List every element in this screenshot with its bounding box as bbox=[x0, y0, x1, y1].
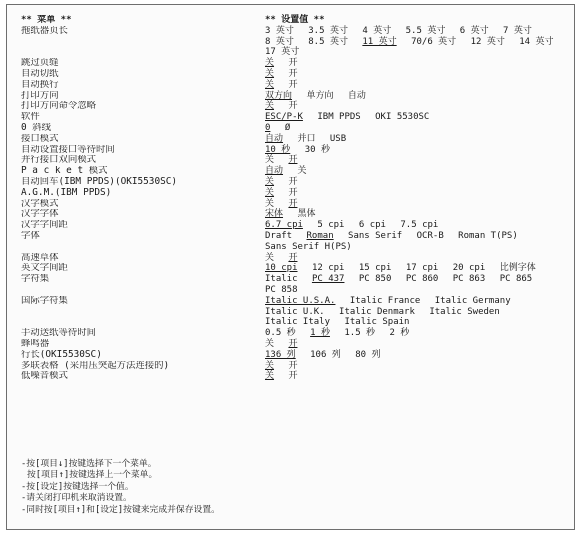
value-option: 开 bbox=[288, 360, 298, 371]
value-option: 单方向 bbox=[306, 90, 334, 101]
setting-label: 低噪音模式 bbox=[21, 371, 68, 382]
menu-settings-printout bbox=[6, 4, 575, 530]
setting-values bbox=[265, 274, 571, 296]
value-option: 关 bbox=[297, 166, 307, 177]
setting-row bbox=[21, 80, 571, 91]
setting-label: 汉字字间距 bbox=[21, 220, 68, 231]
setting-values bbox=[265, 134, 571, 145]
setting-values bbox=[265, 155, 571, 166]
default-value: 开 bbox=[288, 198, 298, 209]
setting-values bbox=[265, 123, 571, 134]
value-option: 开 bbox=[288, 176, 298, 187]
value-option: 开 bbox=[288, 79, 298, 90]
value-option: 70/6 英寸 bbox=[411, 36, 457, 47]
value-option: 0.5 秒 bbox=[265, 328, 296, 339]
setting-row bbox=[21, 231, 571, 253]
value-option: Italic Denmark bbox=[339, 306, 415, 317]
setting-row bbox=[21, 209, 571, 220]
setting-label: 汉字模式 bbox=[21, 198, 59, 209]
setting-label: 英文字间距 bbox=[21, 263, 68, 274]
setting-row bbox=[21, 339, 571, 350]
value-option: Italic bbox=[265, 274, 298, 285]
value-option: 5 cpi bbox=[317, 220, 345, 231]
instruction-line: -同时按[项目↑]和[设定]按键来完成并保存设置。 bbox=[21, 504, 220, 515]
value-option: 比例字体 bbox=[499, 263, 536, 274]
setting-label: 软件 bbox=[21, 112, 40, 123]
value-option: 17 cpi bbox=[405, 263, 439, 274]
default-value: 136 列 bbox=[265, 349, 296, 360]
value-option: 并口 bbox=[297, 133, 316, 144]
setting-label: 国际字符集 bbox=[21, 295, 68, 306]
setting-values bbox=[265, 69, 571, 80]
value-option: 3.5 英寸 bbox=[308, 25, 348, 36]
default-value: 关 bbox=[265, 58, 275, 69]
value-option: 1.5 秒 bbox=[344, 328, 376, 339]
value-option: Italic Sweden bbox=[429, 306, 500, 317]
setting-row bbox=[21, 253, 571, 264]
value-option: 6 英寸 bbox=[459, 25, 489, 36]
setting-values bbox=[265, 231, 571, 253]
value-option: 80 列 bbox=[355, 349, 381, 360]
value-option: 30 秒 bbox=[304, 144, 330, 155]
value-option: 8.5 英寸 bbox=[308, 36, 348, 47]
value-option: 17 英寸 bbox=[265, 47, 300, 58]
setting-values bbox=[265, 101, 571, 112]
setting-label: 拖纸器页长 bbox=[21, 25, 68, 36]
value-option: Ø bbox=[284, 122, 291, 133]
default-value: 10 cpi bbox=[265, 263, 298, 274]
setting-values bbox=[265, 177, 571, 188]
instruction-line: -请关闭打印机来取消设置。 bbox=[21, 493, 132, 504]
default-value: 开 bbox=[288, 155, 298, 166]
default-value: 自动 bbox=[265, 133, 284, 144]
value-option: 关 bbox=[265, 252, 275, 263]
setting-label: 汉字字体 bbox=[21, 209, 59, 220]
setting-row bbox=[21, 26, 571, 58]
value-option: 20 cpi bbox=[452, 263, 486, 274]
value-option: USB bbox=[329, 133, 347, 144]
setting-row bbox=[21, 155, 571, 166]
setting-label: 字符集 bbox=[21, 274, 50, 285]
value-option: 5.5 英寸 bbox=[405, 25, 446, 36]
setting-row bbox=[21, 328, 571, 339]
setting-label: 自动回车(IBM PPDS)(OKI5530SC) bbox=[21, 176, 178, 187]
setting-label: 高速草体 bbox=[21, 252, 59, 263]
setting-values bbox=[265, 188, 571, 199]
setting-row bbox=[21, 361, 571, 372]
default-value: 11 英寸 bbox=[362, 36, 397, 47]
setting-label: 并行接口双向模式 bbox=[21, 155, 97, 166]
setting-values bbox=[265, 166, 571, 177]
default-value: 开 bbox=[288, 252, 298, 263]
value-option: 黑体 bbox=[297, 209, 316, 220]
value-option: 开 bbox=[288, 187, 298, 198]
header-row bbox=[21, 15, 571, 26]
default-value: Roman bbox=[306, 230, 334, 241]
value-option: IBM PPDS bbox=[317, 112, 361, 123]
value-option: Italic France bbox=[349, 295, 421, 306]
value-option: 14 英寸 bbox=[519, 36, 554, 47]
setting-values bbox=[265, 26, 571, 58]
setting-values bbox=[265, 58, 571, 69]
setting-row bbox=[21, 112, 571, 123]
setting-label: 手动送纸等待时间 bbox=[21, 328, 97, 339]
value-option: 12 cpi bbox=[311, 263, 345, 274]
value-option: PC 863 bbox=[452, 274, 486, 285]
value-option: 2 秒 bbox=[389, 328, 410, 339]
value-option: 3 英寸 bbox=[265, 25, 294, 36]
setting-values bbox=[265, 296, 571, 328]
setting-label: 打印方向命令忽略 bbox=[21, 101, 97, 112]
default-value: 关 bbox=[265, 187, 275, 198]
setting-row bbox=[21, 58, 571, 69]
value-option: 关 bbox=[265, 338, 275, 349]
value-option: 关 bbox=[265, 198, 275, 209]
value-option: PC 858 bbox=[265, 284, 298, 295]
value-option: OCR-B bbox=[416, 230, 444, 241]
default-value: 开 bbox=[288, 338, 298, 349]
value-option: 7.5 cpi bbox=[400, 220, 439, 231]
value-option: Italic Italy bbox=[265, 317, 331, 328]
setting-row bbox=[21, 263, 571, 274]
setting-label: 多联表格 (采用压突起方法连接的) bbox=[21, 360, 170, 371]
setting-row bbox=[21, 177, 571, 188]
default-value: PC 437 bbox=[311, 274, 345, 285]
instruction-line: 按[项目↑]按键选择上一个菜单。 bbox=[27, 470, 158, 481]
setting-label: 打印方向 bbox=[21, 90, 59, 101]
default-value: 自动 bbox=[265, 166, 284, 177]
setting-label: 自动设置接口等待时间 bbox=[21, 144, 115, 155]
value-option: OKI 5530SC bbox=[375, 112, 430, 123]
value-option: Roman T(PS) bbox=[458, 230, 518, 241]
setting-label: 0 斜线 bbox=[21, 122, 52, 133]
setting-label: 跳过页缝 bbox=[21, 58, 59, 69]
default-value: 6.7 cpi bbox=[265, 220, 303, 231]
value-option: 开 bbox=[288, 58, 298, 69]
value-option: 自动 bbox=[347, 90, 366, 101]
value-option: PC 850 bbox=[358, 274, 392, 285]
value-option: Sans Serif bbox=[348, 230, 403, 241]
value-column-header: ** 设置值 ** bbox=[265, 15, 325, 25]
instruction-line: -按[项目↓]按键选择下一个菜单。 bbox=[21, 459, 157, 469]
setting-label: A.G.M.(IBM PPDS) bbox=[21, 187, 112, 198]
setting-row bbox=[21, 134, 571, 145]
setting-row bbox=[21, 274, 571, 296]
value-option: 7 英寸 bbox=[503, 25, 532, 36]
default-value: 0 bbox=[265, 122, 271, 133]
value-option: 关 bbox=[265, 155, 275, 166]
setting-label: 接口模式 bbox=[21, 133, 59, 144]
setting-values bbox=[265, 371, 571, 382]
default-value: 10 秒 bbox=[265, 144, 291, 155]
setting-values bbox=[265, 91, 571, 102]
setting-row bbox=[21, 188, 571, 199]
default-value: 关 bbox=[265, 79, 275, 90]
setting-values bbox=[265, 145, 571, 156]
setting-values bbox=[265, 112, 571, 123]
value-option: Draft bbox=[265, 230, 293, 241]
setting-row bbox=[21, 166, 571, 177]
value-option: 4 英寸 bbox=[362, 25, 392, 36]
value-option: Italic U.K. bbox=[265, 306, 325, 317]
setting-values bbox=[265, 80, 571, 91]
value-option: 8 英寸 bbox=[265, 36, 294, 47]
value-option: 开 bbox=[288, 371, 298, 382]
default-value: 关 bbox=[265, 360, 275, 371]
value-option: Italic Germany bbox=[434, 295, 511, 306]
value-option: 106 列 bbox=[310, 349, 341, 360]
setting-label: 自动换行 bbox=[21, 79, 59, 90]
setting-label: 自动切纸 bbox=[21, 68, 59, 79]
value-option: PC 865 bbox=[499, 274, 533, 285]
value-option: 开 bbox=[288, 101, 298, 112]
default-value: 关 bbox=[265, 101, 275, 112]
value-option: Sans Serif H(PS) bbox=[265, 241, 352, 252]
default-value: ESC/P-K bbox=[265, 112, 303, 123]
setting-row bbox=[21, 220, 571, 231]
setting-values bbox=[265, 253, 571, 264]
setting-row bbox=[21, 371, 571, 382]
setting-label: 蜂鸣器 bbox=[21, 338, 50, 349]
setting-label: 行长(OKI5530SC) bbox=[21, 349, 102, 360]
setting-row bbox=[21, 199, 571, 210]
default-value: 1 秒 bbox=[310, 328, 330, 339]
setting-values bbox=[265, 328, 571, 339]
setting-values bbox=[265, 220, 571, 231]
setting-values bbox=[265, 339, 571, 350]
value-option: Italic Spain bbox=[344, 317, 410, 328]
setting-label: P a c k e t 模式 bbox=[21, 166, 108, 177]
value-option: 12 英寸 bbox=[470, 36, 505, 47]
setting-row bbox=[21, 69, 571, 80]
setting-values bbox=[265, 350, 571, 361]
setting-values bbox=[265, 263, 571, 274]
instruction-line: -按[设定]按键选择一个值。 bbox=[21, 481, 134, 492]
setting-row bbox=[21, 91, 571, 102]
value-option: 15 cpi bbox=[358, 263, 392, 274]
default-value: Italic U.S.A. bbox=[265, 295, 336, 306]
default-value: 关 bbox=[265, 371, 275, 382]
setting-row bbox=[21, 296, 571, 328]
menu-column-header: ** 菜单 ** bbox=[21, 15, 72, 25]
setting-row bbox=[21, 123, 571, 134]
settings-table bbox=[21, 15, 571, 382]
setting-row bbox=[21, 101, 571, 112]
setting-values bbox=[265, 361, 571, 372]
setting-label: 字体 bbox=[21, 230, 40, 241]
setting-values bbox=[265, 199, 571, 210]
setting-values bbox=[265, 209, 571, 220]
setting-row bbox=[21, 350, 571, 361]
instructions bbox=[21, 459, 561, 516]
default-value: 宋体 bbox=[265, 209, 284, 220]
value-option: 开 bbox=[288, 68, 298, 79]
default-value: 关 bbox=[265, 176, 275, 187]
default-value: 关 bbox=[265, 68, 275, 79]
default-value: 双方向 bbox=[265, 90, 293, 101]
setting-row bbox=[21, 145, 571, 156]
value-option: 6 cpi bbox=[358, 220, 386, 231]
value-option: PC 860 bbox=[405, 274, 439, 285]
